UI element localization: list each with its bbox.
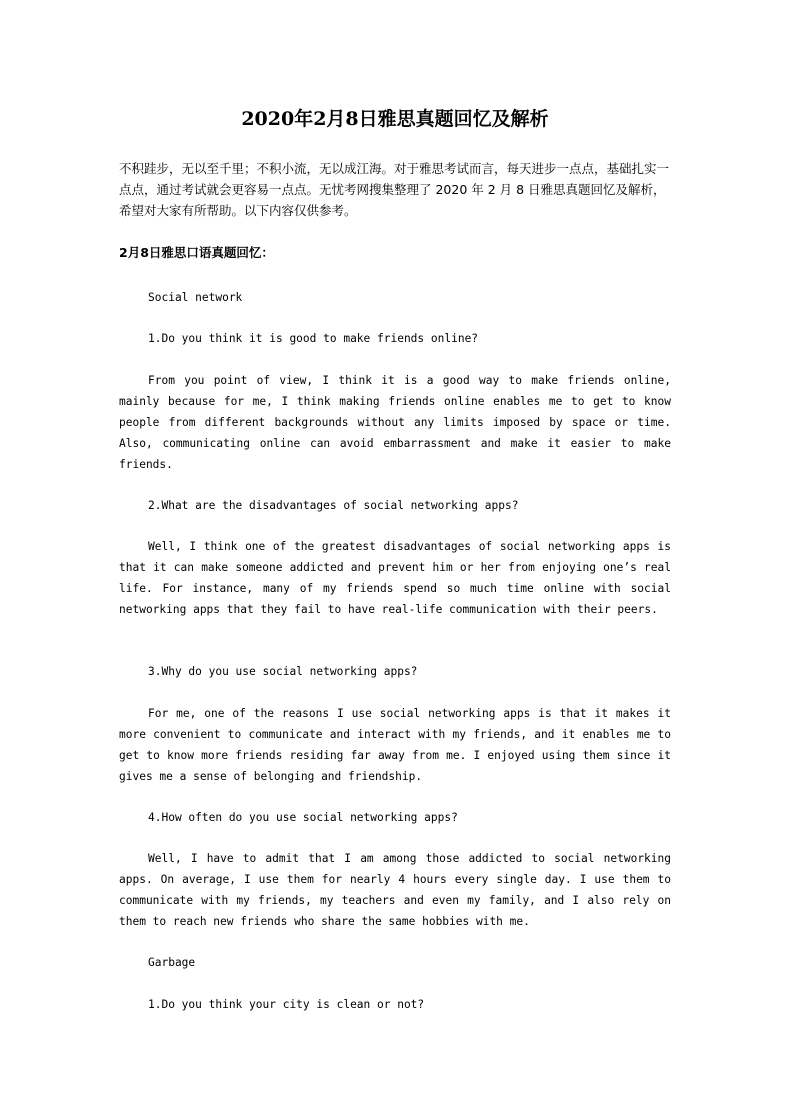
intro-paragraph: 不积跬步，无以至千里；不积小流，无以成江海。对于雅思考试而言，每天进步一点点，基础扎实一点点，通过考试就会更容易一点点。无忧考网搜集整理了 2020 年 2 月 8 日雅思真题回忆及解析，希望对大家有所帮助。以下内容仅供参考。 [119, 161, 670, 218]
answer-3: For me, one of the reasons I use social networking apps is that it makes it more convenient to communicate and interact with my friends, and it enables me to get to know more friends residing far away from me. I enjoyed using them since it gives me a sense of belonging and friendship. [119, 707, 671, 783]
document-title: 2020年2月8日雅思真题回忆及解析 [241, 108, 549, 130]
question-2: 2.What are the disadvantages of social networking apps? [148, 499, 519, 512]
answer-2: Well, I think one of the greatest disadvantages of social networking apps is that it can make someone addicted and prevent him or her from enjoying one’s real life. For instance, many of my friends spend so much time online with social networking apps that they fail to have real-life communication with their peers. [119, 540, 671, 616]
section-heading: 2月8日雅思口语真题回忆： [119, 245, 274, 260]
answer-4: Well, I have to admit that I am among those addicted to social networking apps. On average, I use them for nearly 4 hours every single day. I use them to communicate with my friends, my teachers and even my family, and I also rely on them to reach new friends who share the same hobbies with me. [119, 852, 671, 928]
question-4: 4.How often do you use social networking apps? [148, 811, 458, 824]
question-3: 3.Why do you use social networking apps? [148, 665, 418, 678]
question-1: 1.Do you think it is good to make friends online? [148, 332, 479, 345]
answer-1: From you point of view, I think it is a good way to make friends online, mainly because for me, I think making friends online enables me to get to know people from different backgrounds without any limits imposed by space or time. Also, communicating online can avoid embarrassment and make it easier to make friends. [119, 374, 671, 471]
topic-heading-social-network: Social network [148, 291, 243, 304]
topic-heading-garbage: Garbage [148, 956, 196, 969]
question-5: 1.Do you think your city is clean or not? [148, 998, 425, 1011]
